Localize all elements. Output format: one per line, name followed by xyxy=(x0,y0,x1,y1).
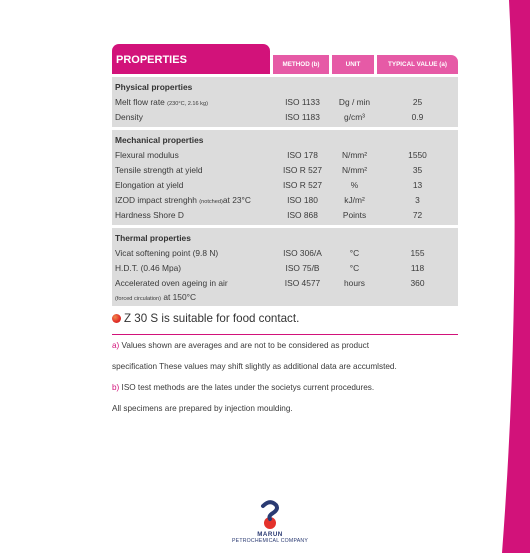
property-name: Vicat softening point (9.8 N) xyxy=(115,247,219,258)
property-name: H.D.T. (0.46 Mpa) xyxy=(115,262,182,273)
note-detail: (forced circulation) xyxy=(115,295,162,302)
marun-logo-icon xyxy=(259,500,281,530)
table-row xyxy=(112,109,458,124)
method-cell: ISO 180 xyxy=(287,194,318,205)
value-cell: 25 xyxy=(412,96,423,107)
food-contact-statement xyxy=(112,309,458,327)
unit-cell: N/mm² xyxy=(341,149,368,160)
properties-sheet xyxy=(112,44,458,419)
property-name: Density xyxy=(115,111,143,122)
header-title: PROPERTIES xyxy=(112,44,270,74)
unit-cell: hours xyxy=(344,277,365,288)
property-name: Elongation at yield xyxy=(115,179,184,190)
company-logo xyxy=(215,500,325,544)
method-cell: ISO 75/B xyxy=(285,262,320,273)
table-row xyxy=(112,260,458,275)
unit-cell: g/cm³ xyxy=(344,111,365,122)
table-row xyxy=(112,177,458,192)
footnotes xyxy=(112,335,458,419)
table-header xyxy=(112,44,458,74)
unit-cell: Points xyxy=(342,209,367,220)
table-row xyxy=(112,192,458,207)
method-cell: ISO R 527 xyxy=(282,164,323,175)
value-cell: 118 xyxy=(410,262,425,273)
footnote-b-continued: All specimens are prepared by injection moulding. xyxy=(112,404,293,413)
note-text: at 150°C xyxy=(161,291,197,302)
food-contact-text: Z 30 S is suitable for food contact. xyxy=(124,311,300,325)
group-title: Thermal properties xyxy=(115,232,191,243)
property-detail: (notched) xyxy=(199,198,223,205)
property-name: Hardness Shore D xyxy=(115,209,184,220)
value-cell: 72 xyxy=(412,209,423,220)
table-row xyxy=(112,94,458,109)
property-name: IZOD impact strenghh xyxy=(115,194,200,205)
unit-cell: °C xyxy=(349,262,360,273)
logo-company: PETROCHEMICAL COMPANY xyxy=(232,538,308,544)
value-cell: 155 xyxy=(410,247,425,258)
table-row xyxy=(112,275,458,290)
value-cell: 360 xyxy=(410,277,425,288)
logo-name: MARUN xyxy=(257,531,283,538)
footnote-b-label: b) xyxy=(112,383,120,392)
footnote-a-text: Values shown are averages and are not to be considered as product xyxy=(119,341,370,350)
group-mechanical xyxy=(112,130,458,225)
header-unit: UNIT xyxy=(332,55,374,74)
unit-cell: Dg / min xyxy=(338,96,371,107)
property-name: Flexural modulus xyxy=(115,149,179,160)
table-row xyxy=(112,207,458,222)
table-row-note xyxy=(112,290,458,303)
table-row xyxy=(112,162,458,177)
table-row xyxy=(112,245,458,260)
value-cell: 35 xyxy=(412,164,423,175)
method-cell: ISO 306/A xyxy=(283,247,322,258)
footnote-a-continued: specification These values may shift slightly as additional data are accumlsted. xyxy=(112,362,397,371)
group-physical xyxy=(112,77,458,127)
group-title: Physical properties xyxy=(115,81,193,92)
footnote-a-label: a) xyxy=(112,341,120,350)
property-name: Accelerated oven ageing in air xyxy=(115,277,228,288)
table-row xyxy=(112,147,458,162)
method-cell: ISO R 527 xyxy=(282,179,323,190)
group-thermal xyxy=(112,228,458,306)
property-name: Melt flow rate xyxy=(115,96,168,107)
property-detail: (230°C, 2.16 kg) xyxy=(167,100,208,107)
property-name: Tensile strength at yield xyxy=(115,164,203,175)
unit-cell: kJ/m² xyxy=(344,194,365,205)
unit-cell: % xyxy=(350,179,359,190)
method-cell: ISO 178 xyxy=(287,149,318,160)
value-cell: 0.9 xyxy=(411,111,424,122)
header-typical-value: TYPICAL VALUE (a) xyxy=(377,55,458,74)
footnote-b-text: ISO test methods are the lates under the societys current procedures. xyxy=(119,383,375,392)
method-cell: ISO 868 xyxy=(287,209,318,220)
value-cell: 1550 xyxy=(408,149,427,160)
method-cell: ISO 1183 xyxy=(285,111,320,122)
method-cell: ISO 4577 xyxy=(284,277,321,288)
unit-cell: N/mm² xyxy=(341,164,368,175)
method-cell: ISO 1133 xyxy=(285,96,320,107)
header-method: METHOD (b) xyxy=(273,55,329,74)
value-cell: 3 xyxy=(415,194,420,205)
bullet-icon xyxy=(112,314,121,323)
property-name-suffix: at 23°C xyxy=(222,194,251,205)
group-title: Mechanical properties xyxy=(115,134,204,145)
side-magenta-band xyxy=(496,0,530,553)
value-cell: 13 xyxy=(412,179,423,190)
unit-cell: °C xyxy=(349,247,360,258)
